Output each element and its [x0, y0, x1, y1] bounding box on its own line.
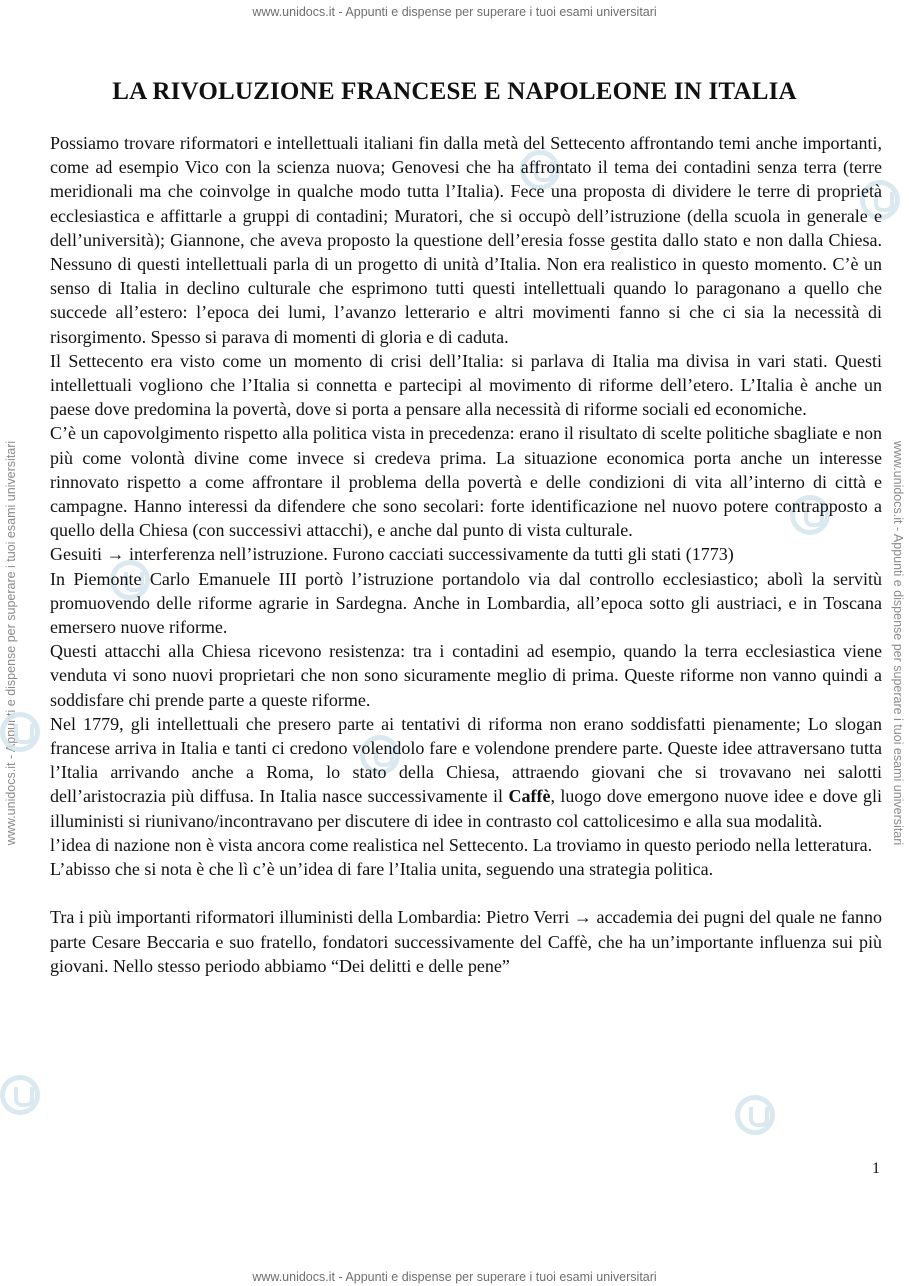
paragraph: Gesuiti → interferenza nell’istruzione. Furono cacciati successivamente da tutti gli stati (1773) — [50, 544, 734, 565]
paragraph: C’è un capovolgimento rispetto alla politica vista in precedenza: erano il risultato di scelte politiche sbagliate e non più come volontà divine come invece si credeva prima. La situazione economica porta anche un interesse rinnovato rispetto a come affrontare il problema della povertà e delle condizioni di vita all’interno di città e campagne. Hanno interessi da difendere che sono secolari: forte identificazione nel nuovo potere contrapposto a quello della Chiesa (con successivi attacchi), e anche dal punto di vista culturale. — [50, 423, 882, 541]
watermark-right: www.unidocs.it - Appunti e dispense per superare i tuoi esami universitari — [891, 440, 905, 846]
document-body — [50, 131, 882, 978]
page-title: LA RIVOLUZIONE FRANCESE E NAPOLEONE IN ITALIA — [112, 78, 797, 105]
watermark-logo-icon — [0, 1075, 40, 1115]
paragraph: Possiamo trovare riformatori e intellettuali italiani fin dalla metà del Settecento affrontando temi anche importanti, come ad esempio Vico con la scienza nuova; Genovesi che ha affrontato il tema dei contadini senza terra (terre meridionali ma che coinvolge in qualche modo tutta l’Italia). Fece una proposta di dividere le terre di proprietà ecclesiastica e affittarle a gruppi di contadini; Muratori, che si occupò dell’istruzione (della scuola in generale e dell’università); Giannone, che aveva proposto la questione dell’eresia fosse gestita dallo stato e non dalla Chiesa. Nessuno di questi intellettuali parla di un progetto di unità d’Italia. Non era realistico in questo momento. C’è un senso di Italia in declino culturale che esprimono tutti questi intellettuali quando lo paragonano a quello che succede all’estero: l’epoca dei lumi, l’avanzo letterario e altri movimenti fanno si che ci sia la necessità di risorgimento. Spesso si parava di momenti di gloria e di caduta. — [50, 133, 882, 347]
watermark-logo-icon — [735, 1095, 775, 1135]
bold-term: Caffè — [508, 786, 551, 807]
paragraph: Tra i più importanti riformatori illuministi della Lombardia: Pietro Verri → accademia dei pugni del quale ne fanno parte Cesare Beccaria e suo fratello, fondatori successivamente del Caffè, che ha un’importante influenza sui più giovani. Nello stesso periodo abbiamo “Dei delitti e delle pene” — [50, 907, 882, 976]
paragraph — [50, 712, 882, 833]
watermark-bottom: www.unidocs.it - Appunti e dispense per superare i tuoi esami universitari — [252, 1270, 657, 1284]
paragraph: Questi attacchi alla Chiesa ricevono resistenza: tra i contadini ad esempio, quando la terra ecclesiastica viene venduta vi sono nuovi proprietari che non sono sicuramente meglio di prima. Queste riforme non vanno quindi a soddisfare chi prende parte a queste riforme. — [50, 641, 882, 710]
watermark-left: www.unidocs.it - Appunti e dispense per superare i tuoi esami universitari — [4, 440, 18, 846]
watermark-top: www.unidocs.it - Appunti e dispense per superare i tuoi esami universitari — [252, 5, 657, 19]
page-number: 1 — [872, 1160, 880, 1177]
paragraph: Il Settecento era visto come un momento di crisi dell’Italia: si parlava di Italia ma divisa in vari stati. Questi intellettuali vogliono che l’Italia si connetta e partecipi al movimento di riforme dell’etero. L’Italia è anche un paese dove predomina la povertà, dove si porta a pensare alla necessità di riforme sociali ed economiche. — [50, 350, 882, 420]
watermark-logo-icon — [0, 712, 40, 752]
paragraph: l’idea di nazione non è vista ancora come realistica nel Settecento. La troviamo in questo periodo nella letteratura. — [50, 834, 873, 855]
paragraph-text: , luogo dove emergono nuove idee e dove gli illuministi si riunivano/incontravano per discutere di idee in contrasto col cattolicesimo e alla sua modalità. — [50, 786, 883, 831]
paragraph: L’abisso che si nota è che lì c’è un’idea di fare l’Italia unita, seguendo una strategia politica. — [50, 859, 714, 880]
paragraph: In Piemonte Carlo Emanuele III portò l’istruzione portandolo via dal controllo ecclesiastico; abolì la servitù promuovendo delle riforme agrarie in Sardegna. Anche in Lombardia, all’epoca sotto gli austriaci, e in Toscana emersero nuove riforme. — [50, 568, 882, 638]
paragraph-text: Nel 1779, gli intellettuali che presero parte ai tentativi di riforma non erano soddisfatti pienamente; Lo slogan francese arriva in Italia e tanti ci credono volendolo fare e volendone prendere parte. Queste idee attraversano tutta l’Italia arrivando anche a Roma, lo stato della Chiesa, attraendo giovani che si trovavano nei salotti dell’aristocrazia più diffusa. In Italia nasce successivamente il — [50, 713, 882, 807]
